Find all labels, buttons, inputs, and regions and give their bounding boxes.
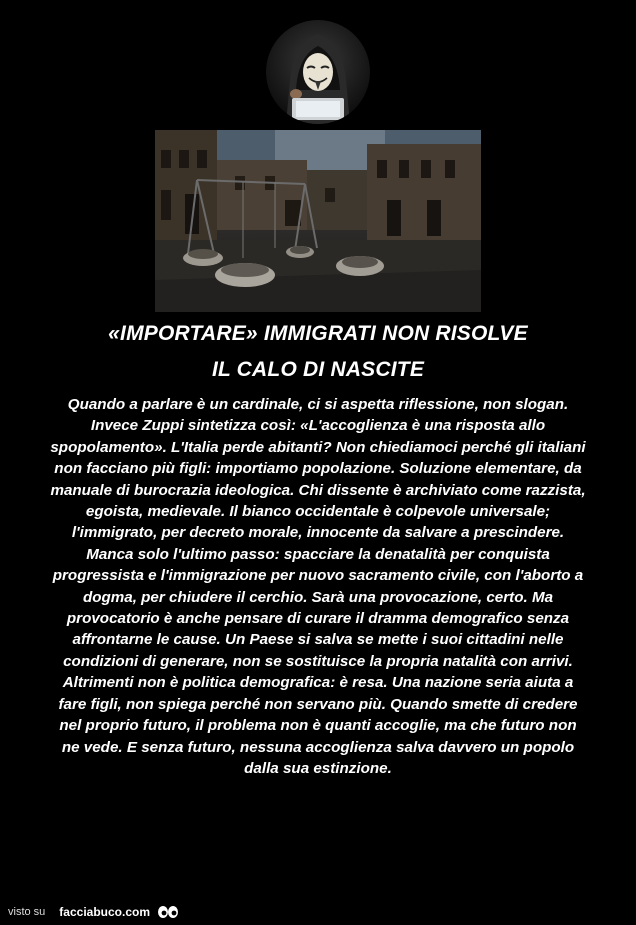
site-name-label: facciabuco.com	[59, 904, 150, 919]
watermark-footer	[8, 903, 179, 921]
hooded-avatar-icon	[266, 20, 370, 124]
article-body-text: Quando a parlare è un cardinale, ci si aspetta riflessione, non slogan. Invece Zuppi sintetizza così: «L'accoglienza è una risposta allo spopolamento». L'Italia perde abitanti? Non chiediamoci perché gli italiani non facciano più figli: importiamo popolazione. Soluzione elementare, da manuale di burocrazia ideologica. Chi dissente è archiviato come razzista, egoista, medievale. Il bianco occidentale è colpevole universale; l'immigrato, per decreto morale, innocente da salvare a prescindere. Manca solo l'ultimo passo: spacciare la denatalità per conquista progressista e l'immigrazione per nuovo sacramento civile, con l'aborto a dogma, per chiudere il cerchio. Sarà una provocazione, certo. Ma provocatorio è anche pensare di curare il dramma demografico senza affrontarne le cause. Un Paese si salva se mette i suoi cittadini nelle condizioni di generare, non se sostituisce la propria natalità con arrivi. Altrimenti non è politica demografica: è resa. Una nazione seria aiuta a fare figli, non spiega perché non servano più. Quando smette di credere nel proprio futuro, il problema non è quanti accoglie, ma che futuro non ne vede. E senza futuro, nessuna accoglienza salva davvero un popolo dalla sua estinzione.	[50, 396, 586, 777]
headline-line-2: IL CALO DI NASCITE	[211, 358, 425, 381]
eyes-icon	[157, 905, 179, 919]
headline-line-1: «IMPORTARE» IMMIGRATI NON RISOLVE	[108, 322, 528, 345]
seen-on-label: visto su	[8, 906, 46, 918]
abandoned-piazza-cradles-image	[155, 130, 481, 312]
site-name-link[interactable]	[59, 905, 179, 920]
